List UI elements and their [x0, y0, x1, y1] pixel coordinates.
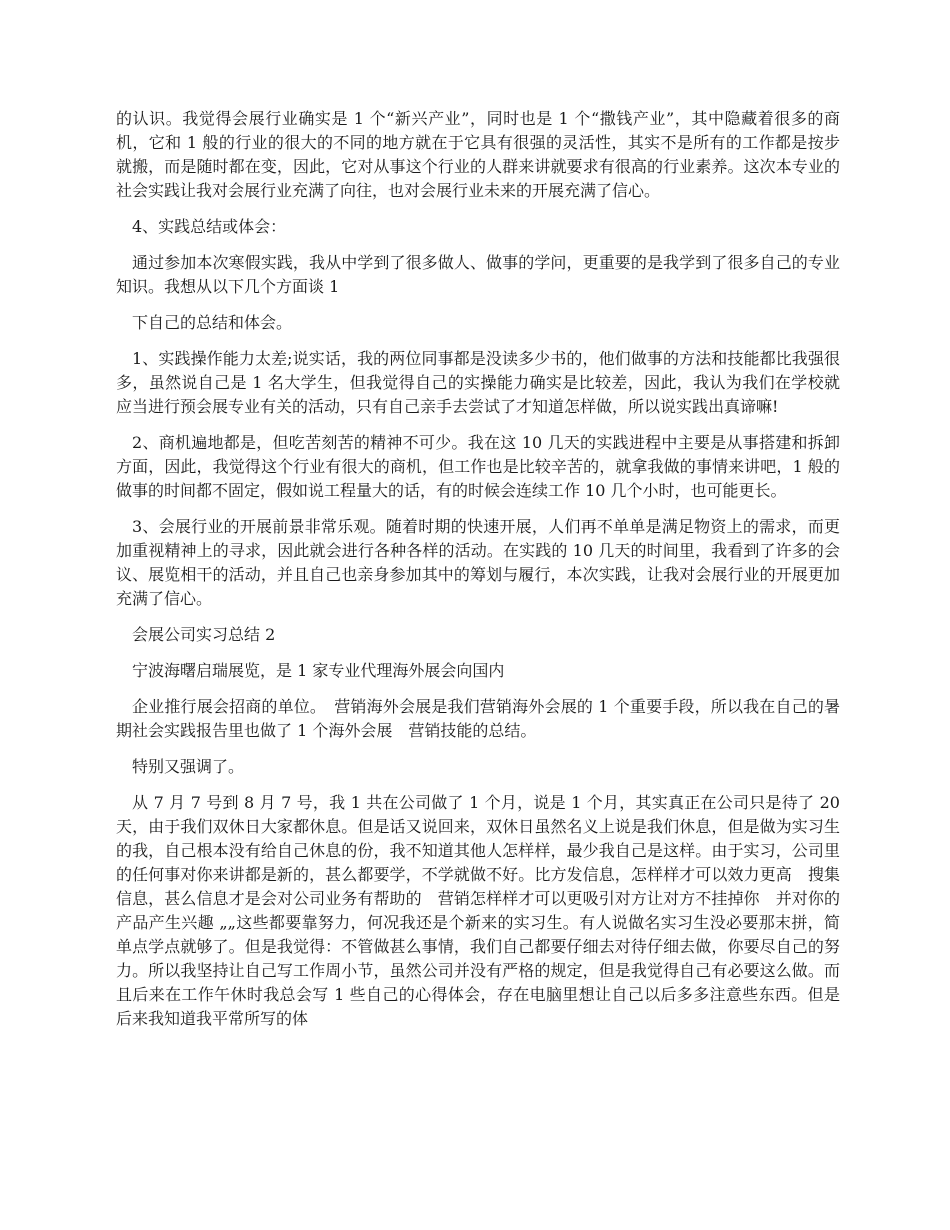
paragraph-practice-intro: 通过参加本次寒假实践，我从中学到了很多做人、做事的学问，更重要的是我学到了很多自己的专业知识。我想从以下几个方面谈 1: [116, 253, 840, 296]
paragraph-company-intro-continued: 企业推行展会招商的单位。 营销海外会展是我们营销海外会展的 1 个重要手段，所以我在自己的暑期社会实践报告里也做了 1 个海外会展 营销技能的总结。: [116, 697, 840, 740]
section-title-internship-summary-2: 会展公司实习总结 2: [132, 625, 276, 644]
paragraph-practice-intro-continued: 下自己的总结和体会。: [132, 313, 293, 332]
paragraph-emphasis: 特别又强调了。: [132, 757, 245, 776]
paragraph-company-intro: 宁波海曙启瑞展览，是 1 家专业代理海外展会向国内: [132, 661, 505, 680]
paragraph-point-2: 2、商机遍地都是，但吃苦刻苦的精神不可少。我在这 10 几天的实践进程中主要是从事搭建和拆卸方面，因此，我觉得这个行业有很大的商机，但工作也是比较辛苦的，就拿我做的事情来讲吧，1 般的做事的时间都不固定，假如说工程量大的话，有的时候会连续工作 10 几个小时，也可能更长。: [116, 433, 840, 500]
paragraph-point-3: 3、会展行业的开展前景非常乐观。随着时期的快速开展，人们再不单单是满足物资上的需求，而更加重视精神上的寻求，因此就会进行各种各样的活动。在实践的 10 几天的时间里，我看到了许多的会议、展览相干的活动，并且自己也亲身参加其中的筹划与履行，本次实践，让我对会展行业的开展更加充满了信心。: [116, 517, 840, 608]
paragraph-career-reflection: 的认识。我觉得会展行业确实是 1 个“新兴产业”，同时也是 1 个“撒钱产业”，其中隐藏着很多的商机，它和 1 般的行业的很大的不同的地方就在于它具有很强的灵活性，其实不是所有的工作都是按步就搬，而是随时都在变，因此，它对从事这个行业的人群来讲就要求有很高的行业素养。这次本专业的社会实践让我对会展行业充满了向往，也对会展行业未来的开展充满了信心。: [116, 109, 840, 200]
section-heading-summary: 4、实践总结或体会：: [132, 217, 287, 236]
document-page: [116, 107, 840, 1043]
paragraph-internship-experience: 从 7 月 7 号到 8 月 7 号，我 1 共在公司做了 1 个月，说是 1 个月，其实真正在公司只是待了 20 天，由于我们双休日大家都休息。但是话又说回来，双休日虽然名义上说是我们休息，但是做为实习生的我，自己根本没有给自己休息的份，我不知道其他人怎样样，最少我自己是这样。由于实习，公司里的任何事对你来讲都是新的，甚么都要学，不学就做不好。比方发信息，怎样样才可以效力更高 搜集信息，甚么信息才是会对公司业务有帮助的 营销怎样样才可以更吸引对方让对方不挂掉你 并对你的产品产生兴趣 „„这些都要靠努力，何况我还是个新来的实习生。有人说做名实习生没必要那末拼，简单点学点就够了。但是我觉得：不管做甚么事情，我们自己都要仔细去对待仔细去做，你要尽自己的努力。所以我坚持让自己写工作周小节，虽然公司并没有严格的规定，但是我觉得自己有必要这么做。而且后来在工作午休时我总会写 1 些自己的心得体会，存在电脑里想让自己以后多多注意些东西。但是后来我知道我平常所写的体: [116, 793, 840, 1028]
paragraph-point-1: 1、实践操作能力太差;说实话，我的两位同事都是没读多少书的，他们做事的方法和技能都比我强很多，虽然说自己是 1 名大学生，但我觉得自己的实操能力确实是比较差，因此，我认为我们在学校就应当进行预会展专业有关的活动，只有自己亲手去尝试了才知道怎样做，所以说实践出真谛嘛!: [116, 349, 840, 416]
